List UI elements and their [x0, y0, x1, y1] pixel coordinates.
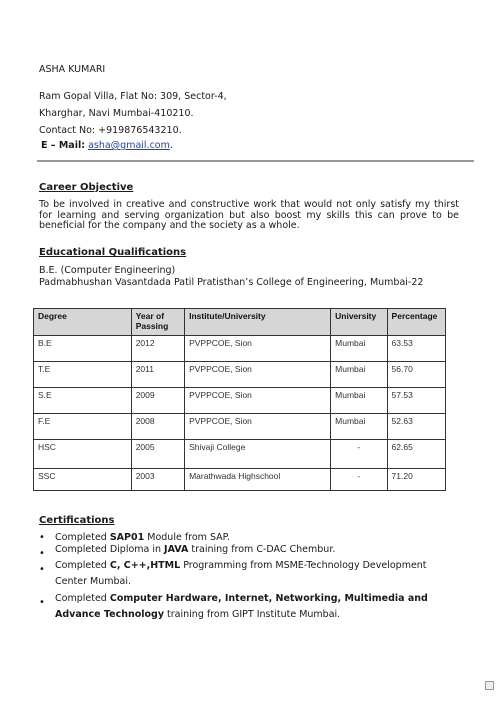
- column-header: Degree: [34, 309, 132, 336]
- table-cell: 2008: [131, 414, 184, 440]
- table-cell: 52.63: [387, 414, 445, 440]
- cert-bold: Computer Hardware, Internet, Networking, Multimedia and Advance Technology: [55, 593, 428, 620]
- cert-bold: JAVA: [164, 544, 189, 555]
- list-item: [55, 542, 455, 558]
- cert-text: Programming from MSME-Technology Development Center Mumbai.: [55, 560, 427, 587]
- certifications-heading: Certifications: [39, 515, 115, 526]
- career-objective-text: To be involved in creative and constructive work that would not only satisfy my thirst for learning and serving organization but also boost my skills this can prove to be beneficial for the company and the society as a whole.: [39, 199, 459, 231]
- candidate-name: ASHA KUMARI: [39, 64, 106, 75]
- resize-handle-icon[interactable]: [485, 681, 494, 690]
- cert-bold: C, C++,HTML: [109, 560, 181, 571]
- table-cell: 63.53: [387, 336, 445, 362]
- email-label: E – Mail:: [41, 140, 86, 151]
- table-cell: 57.53: [387, 388, 445, 414]
- table-cell: B.E: [34, 336, 132, 362]
- education-table: [33, 308, 446, 491]
- table-cell: 2005: [131, 440, 184, 469]
- table-cell: Mumbai: [331, 362, 387, 388]
- table-cell: Mumbai: [331, 414, 387, 440]
- table-row: [34, 469, 446, 491]
- cert-text: Completed Diploma in: [55, 544, 165, 555]
- table-header-row: [34, 309, 446, 336]
- address-line-1: Ram Gopal Villa, Flat No: 309, Sector-4,: [39, 91, 227, 102]
- cert-text: Completed: [55, 593, 110, 604]
- cert-text: Completed: [55, 532, 110, 543]
- college-line: Padmabhushan Vasantdada Patil Pratisthan’s College of Engineering, Mumbai-22: [39, 277, 424, 288]
- table-cell: 2011: [131, 362, 184, 388]
- table-cell: 71.20: [387, 469, 445, 491]
- table-cell: -: [331, 469, 387, 491]
- table-cell: F.E: [34, 414, 132, 440]
- table-cell: PVPPCOE, Sion: [185, 362, 331, 388]
- email-link[interactable]: asha@gmail.com: [88, 140, 170, 151]
- table-cell: -: [331, 440, 387, 469]
- degree-line: B.E. (Computer Engineering): [39, 265, 176, 276]
- column-header: Institute/University: [185, 309, 331, 336]
- column-header: Percentage: [387, 309, 445, 336]
- cert-bold: SAP01: [109, 532, 145, 543]
- table-row: [34, 414, 446, 440]
- table-cell: Marathwada Highschool: [185, 469, 331, 491]
- table-cell: T.E: [34, 362, 132, 388]
- table-cell: SSC: [34, 469, 132, 491]
- bullet-icon: [39, 548, 53, 559]
- email-line: [41, 140, 173, 151]
- bullet-icon: [39, 597, 53, 608]
- table-cell: 2003: [131, 469, 184, 491]
- cert-text: training from C-DAC Chembur.: [188, 544, 336, 555]
- address-line-2: Kharghar, Navi Mumbai-410210.: [39, 108, 194, 119]
- table-cell: 2009: [131, 388, 184, 414]
- table-cell: 2012: [131, 336, 184, 362]
- bullet-icon: [39, 532, 53, 543]
- table-cell: Shivaji College: [185, 440, 331, 469]
- list-item: [55, 558, 455, 590]
- column-header: University: [331, 309, 387, 336]
- table-row: [34, 336, 446, 362]
- bullet-icon: [39, 564, 53, 575]
- table-cell: PVPPCOE, Sion: [185, 388, 331, 414]
- table-cell: HSC: [34, 440, 132, 469]
- table-cell: PVPPCOE, Sion: [185, 336, 331, 362]
- table-row: [34, 440, 446, 469]
- table-cell: Mumbai: [331, 388, 387, 414]
- contact-number: Contact No: +919876543210.: [39, 125, 182, 136]
- email-suffix: .: [169, 140, 173, 151]
- table-cell: 56.70: [387, 362, 445, 388]
- cert-text: Module from SAP.: [144, 532, 230, 543]
- table-cell: S.E: [34, 388, 132, 414]
- education-heading: Educational Qualifications: [39, 247, 187, 258]
- table-row: [34, 388, 446, 414]
- table-cell: PVPPCOE, Sion: [185, 414, 331, 440]
- cert-text: Completed: [55, 560, 110, 571]
- career-objective-heading: Career Objective: [39, 182, 134, 193]
- table-row: [34, 362, 446, 388]
- table-cell: 62.65: [387, 440, 445, 469]
- cert-text: training from GIPT Institute Mumbai.: [164, 609, 341, 620]
- table-cell: Mumbai: [331, 336, 387, 362]
- column-header: Year of Passing: [131, 309, 184, 336]
- header-divider: [37, 160, 474, 162]
- list-item: [55, 591, 455, 623]
